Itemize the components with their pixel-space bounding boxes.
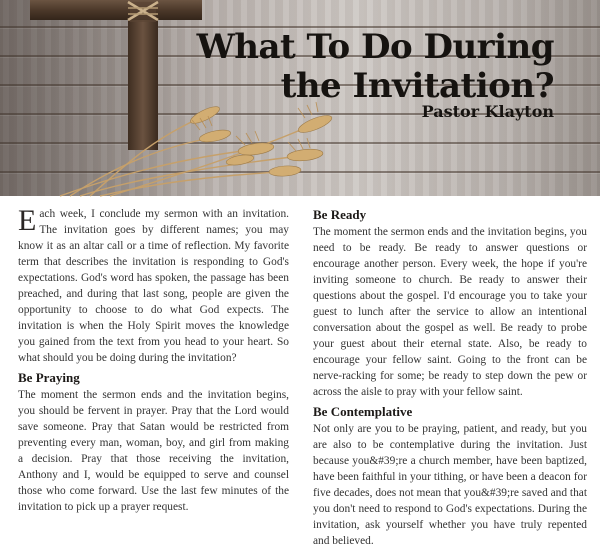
section-heading-be-ready: Be Ready <box>313 207 367 222</box>
drop-cap: E <box>18 204 37 237</box>
section-text-be-contemplative: Not only are you to be praying, patient, and ready, but you are also to be contemplative during the invitation. Just because you&#39;re a church member, have been baptized, have been faithful in your tithing, or have been a deacon for five decades, does not mean that you&#39;re saved and that you don't need to respond to God's expectations. During the invitation, ask yourself whether you have truly repented and believed. <box>313 423 587 547</box>
section-heading-be-praying: Be Praying <box>18 370 80 385</box>
article-title: What To Do During the Invitation? <box>196 27 554 106</box>
intro-text: ach week, I conclude my sermon with an invitation. The invitation goes by different names; you may know it as an altar call or a time of reflection. My favorite term that describes the invitation is responding to God's expectations. God's word has spoken, the passage has been preached, and during that last song, people are given the opportunity to choose to do what God expects. The invitation is when the Holy Spirit moves the knowledge you gained from the text from you head to your heart. So what should you be doing during the invitation? <box>18 208 289 364</box>
article-author: Pastor Klayton <box>421 102 554 121</box>
right-column <box>313 206 587 549</box>
header-banner <box>0 0 600 196</box>
left-column <box>18 206 289 515</box>
section-heading-be-contemplative: Be Contemplative <box>313 404 413 419</box>
section-text-be-praying: The moment the sermon ends and the invitation begins, you should be fervent in prayer. Pray that the Lord would save someone. Pray that Satan would be restricted from preventing every man, woman, boy, and girl from making a decision. Pray that those receiving the invitation, Anthony and I, would be equipped to serve and counsel those who come forward. Use the last few minutes of the invitation to pick up a prayer request. <box>18 389 289 513</box>
intro-paragraph <box>18 206 289 366</box>
section-text-be-ready: The moment the sermon ends and the invitation begins, you need to be ready. Be ready to answer questions or encourage another person. Every week, the hope if you're inviting someone to church. Be ready to answer their questions about the gospel. I'd encourage you to take your guest to lunch after the service to allow an intentional conversation about the gospel as well. Be ready to probe your guest about their eternal state. Also, be ready to encourage your fellow saint. Going to the front can be nerve-racking for some; be ready to step down the pew or across the aisle to pray with your fellow saint. <box>313 226 587 398</box>
